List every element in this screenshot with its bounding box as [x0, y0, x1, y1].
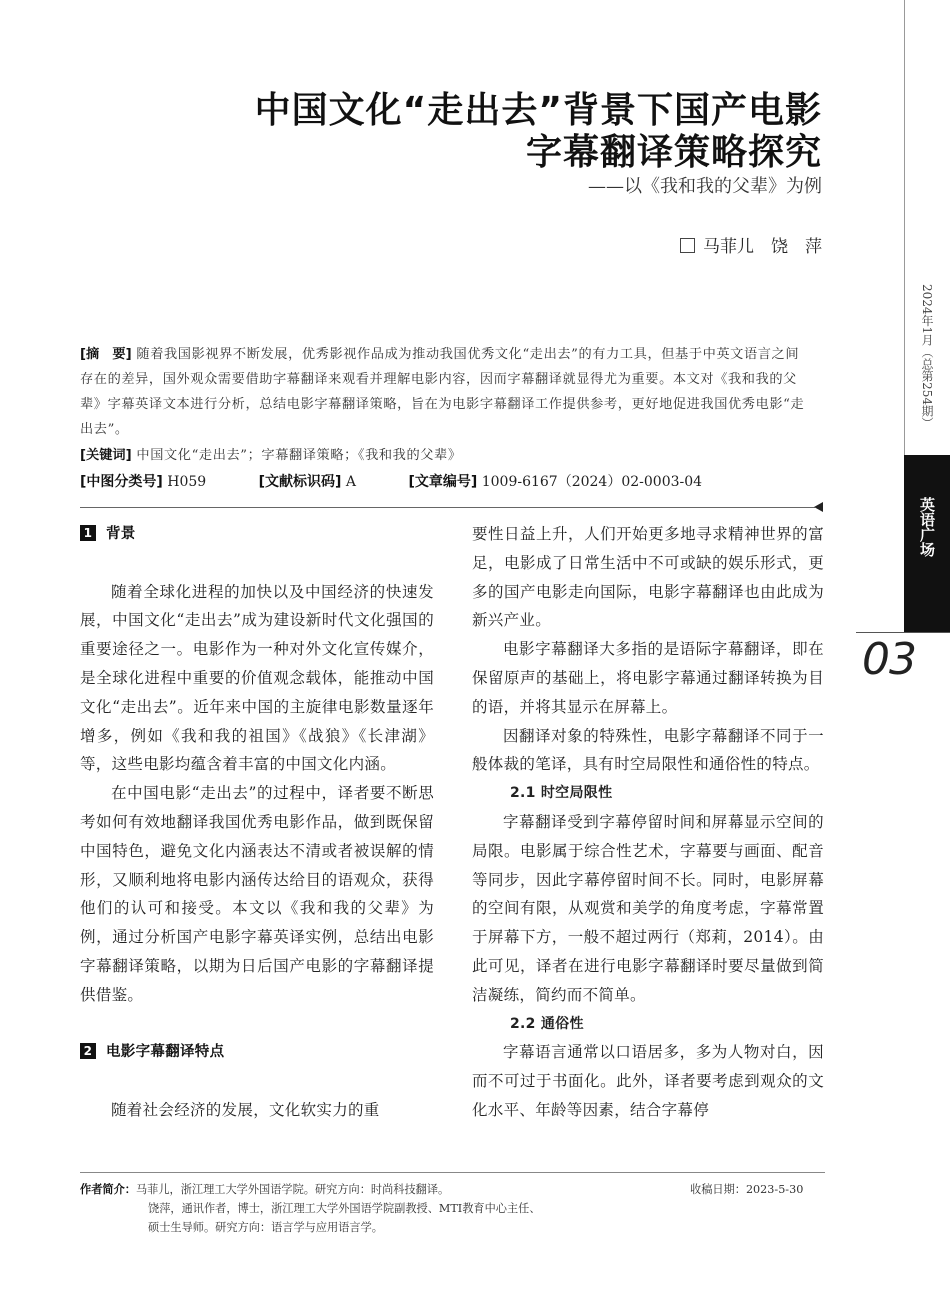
- clc-value: H059: [167, 474, 207, 490]
- page-number: 03: [862, 634, 916, 685]
- article-subtitle: ——以《我和我的父辈》为例: [588, 176, 822, 197]
- doc-value: A: [345, 474, 357, 490]
- square-icon: [680, 238, 695, 253]
- article-title-line2: 字幕翻译策略探究: [525, 132, 822, 173]
- body-column-left: [80, 520, 434, 1125]
- abstract-text: 随着我国影视界不断发展，优秀影视作品成为推动我国优秀文化“走出去”的有力工具，但基于中英文语言之间存在的差异，国外观众需要借助字幕翻译来观看并理解电影内容，因而字幕翻译就显得尤为重要。本文对《我和我的父辈》字幕英译文本进行分析，总结电影字幕翻译策略，旨在为电影字幕翻译工作提供参考，更好地促进我国优秀电影“走出去”。: [80, 347, 805, 437]
- page-number-rule: [856, 632, 950, 633]
- issue-date: 2024年1月（总第254期）: [920, 284, 934, 430]
- doc-label: [文献标识码]: [258, 474, 342, 490]
- authors: [680, 232, 822, 257]
- keywords-label: [关键词]: [80, 448, 132, 463]
- paragraph: 随着社会经济的发展，文化软实力的重: [111, 1100, 380, 1119]
- bio-line1: 马菲儿，浙江理工大学外国语学院。研究方向：时尚科技翻译。: [135, 1183, 450, 1196]
- paragraph: 字幕语言通常以口语居多，多为人物对白，因而不可过于书面化。此外，译者要考虑到观众的文化水平、年龄等因素，结合字幕停: [472, 1043, 824, 1119]
- paragraph: 随着全球化进程的加快以及中国经济的快速发展，中国文化“走出去”成为建设新时代文化强国的重要途径之一。电影作为一种对外文化宣传媒介，是全球化进程中重要的价值观念载体，能推动中国文化“走出去”。近年来中国的主旋律电影数量逐年增多，例如《我和我的祖国》《战狼》《长津湖》等，这些电影均蕴含着丰富的中国文化内涵。: [80, 582, 434, 774]
- section-heading-1: 1 背景: [80, 520, 434, 549]
- received-date: 收稿日期：2023-5-30: [690, 1183, 804, 1196]
- abstract: [80, 342, 810, 442]
- divider: [80, 507, 815, 508]
- paragraph: 因翻译对象的特殊性，电影字幕翻译不同于一般体裁的笔译，具有时空局限性和通俗性的特点。: [472, 726, 824, 774]
- author-bio: [80, 1180, 640, 1237]
- paragraph: 要性日益上升，人们开始更多地寻求精神世界的富足，电影成了日常生活中不可或缺的娱乐形式，更多的国产电影走向国际，电影字幕翻译也由此成为新兴产业。: [472, 525, 824, 630]
- author-names: 马菲儿 饶 萍: [703, 237, 822, 257]
- column-name: 英语广场: [918, 497, 936, 557]
- article-title-line1: 中国文化“走出去”背景下国产电影: [254, 90, 822, 131]
- footer-divider: [80, 1172, 825, 1173]
- keywords-text: 中国文化“走出去”；字幕翻译策略；《我和我的父辈》: [136, 448, 462, 463]
- paragraph: 电影字幕翻译大多指的是语际字幕翻译，即在保留原声的基础上，将电影字幕通过翻译转换为目的语，并将其显示在屏幕上。: [472, 640, 824, 716]
- body-column-right: [472, 520, 824, 1125]
- bio-line3: 硕士生导师。研究方向：语言学与应用语言学。: [148, 1221, 383, 1234]
- section-heading-2: 2 电影字幕翻译特点: [80, 1038, 434, 1067]
- paragraph: 字幕翻译受到字幕停留时间和屏幕显示空间的局限。电影属于综合性艺术，字幕要与画面、配音等同步，因此字幕停留时间不长。同时，电影屏幕的空间有限，从观赏和美学的角度考虑，字幕常置于屏幕下方，一般不超过两行（郑莉，2014）。由此可见，译者在进行电影字幕翻译时要尽量做到简洁凝练，简约而不简单。: [472, 812, 824, 1004]
- bio-label: 作者简介：: [80, 1183, 136, 1196]
- classification-line: [80, 471, 750, 491]
- column-tab: [904, 455, 950, 633]
- keywords: [80, 443, 810, 468]
- paragraph: 在中国电影“走出去”的过程中，译者要不断思考如何有效地翻译我国优秀电影作品，做到既保留中国特色，避免文化内涵表达不清或者被误解的情形，又顺利地将电影内涵传达给目的语观众，获得他们的认可和接受。本文以《我和我的父辈》为例，通过分析国产电影字幕英译实例，总结出电影字幕翻译策略，以期为日后国产电影的字幕翻译提供借鉴。: [80, 784, 434, 1004]
- triangle-marker-icon: [814, 502, 823, 512]
- bio-line2: 饶萍，通讯作者，博士，浙江理工大学外国语学院副教授、MTI教育中心主任、: [148, 1202, 541, 1215]
- article-value: 1009-6167（2024）02-0003-04: [481, 474, 703, 490]
- subsection-heading-2-2: 2.2 通俗性: [510, 1015, 584, 1032]
- clc-label: [中图分类号]: [80, 474, 163, 490]
- article-label: [文章编号]: [408, 474, 478, 490]
- abstract-label: [摘 要]: [80, 347, 132, 362]
- subsection-heading-2-1: 2.1 时空局限性: [510, 785, 613, 802]
